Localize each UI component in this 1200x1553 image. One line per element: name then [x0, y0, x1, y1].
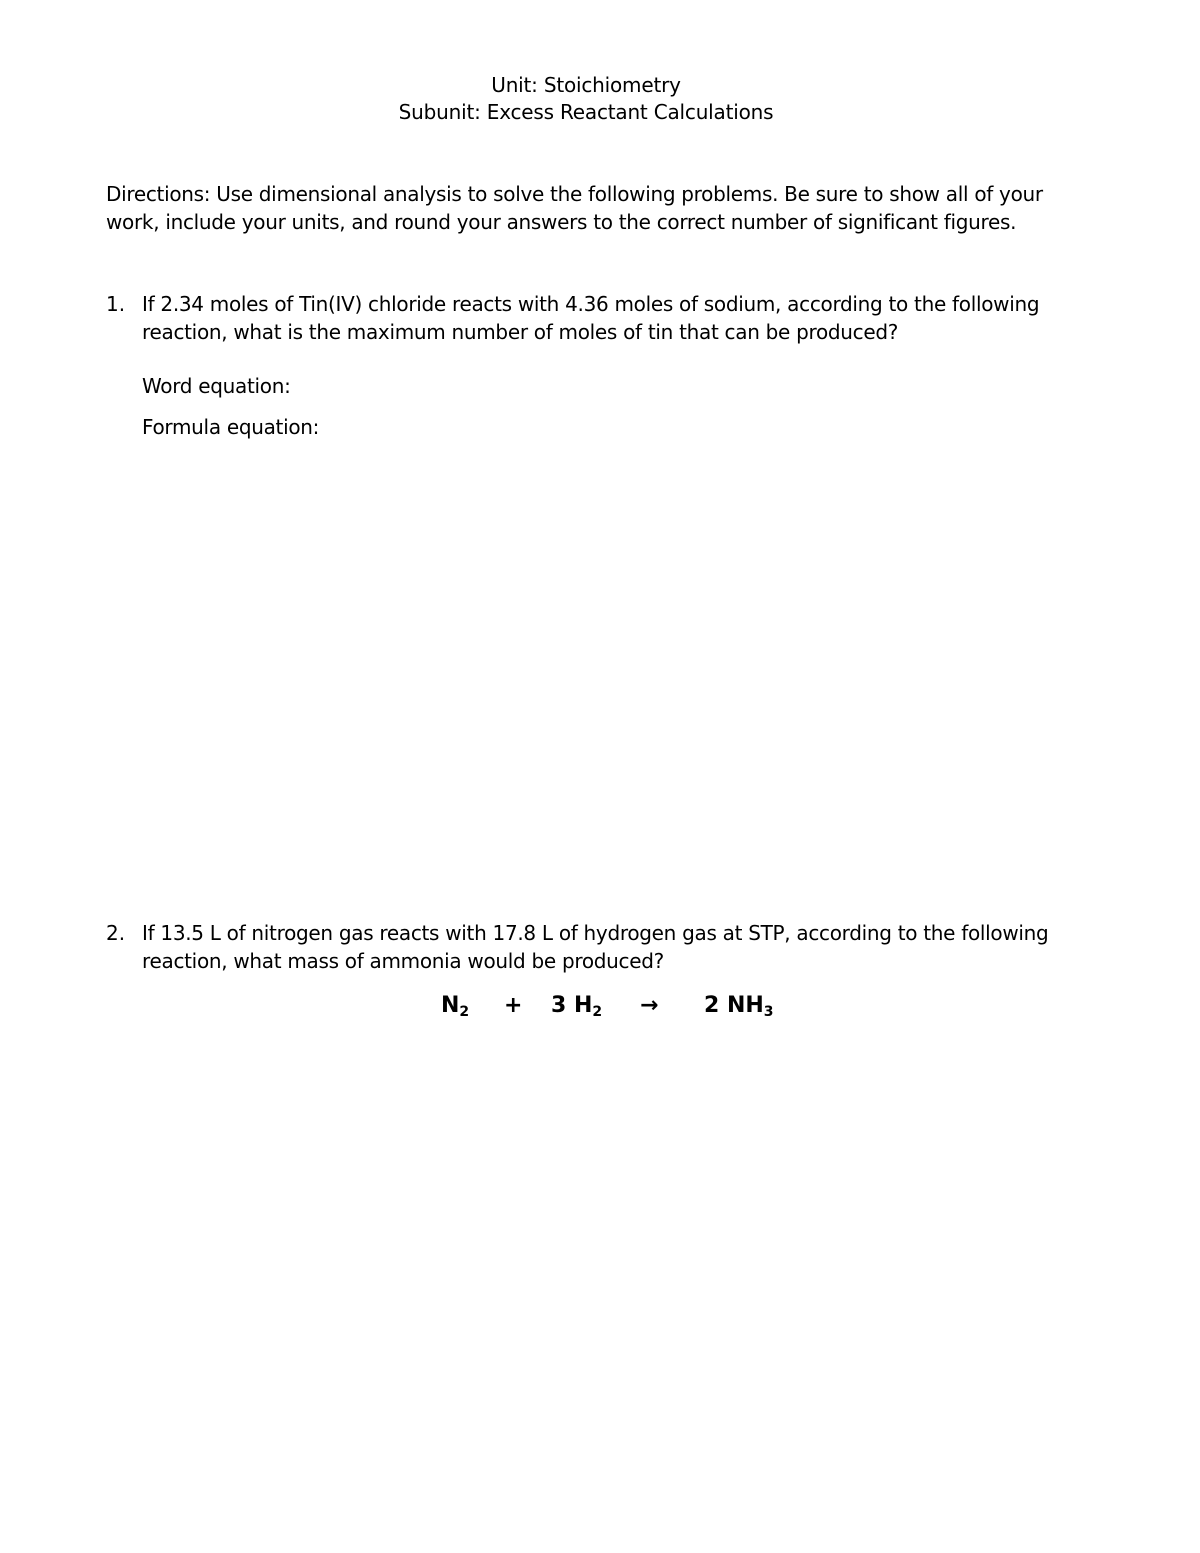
equation-product-nh3: 2 $NH_3$: [704, 993, 774, 1020]
word-equation-label: Word equation:: [142, 374, 291, 398]
formula-equation-label: Formula equation:: [142, 415, 320, 439]
question-1-number: 1.: [106, 292, 126, 316]
directions-text: Directions: Use dimensional analysis to solve the following problems. Be sure to show all of your work, include your units, and round your answers to the correct number of significant figures.: [106, 182, 1043, 234]
equation-reactant-h2: 3 $H_2$: [551, 993, 603, 1020]
unit-title: Unit: Stoichiometry: [491, 73, 681, 97]
equation-arrow: →: [640, 993, 659, 1018]
question-2-text: If 13.5 L of nitrogen gas reacts with 17.8 L of hydrogen gas at STP, according to the following reaction, what mass of ammonia would be produced?: [142, 921, 1049, 973]
subunit-title: Subunit: Excess Reactant Calculations: [398, 100, 774, 124]
chemical-equation: [0, 990, 1200, 1022]
equation-reactant-n2: $N_2$: [441, 993, 470, 1020]
question-2-number: 2.: [106, 921, 126, 945]
question-1-text: If 2.34 moles of Tin(IV) chloride reacts with 4.36 moles of sodium, according to the following reaction, what is the maximum number of moles of tin that can be produced?: [142, 292, 1040, 344]
equation-plus: +: [504, 993, 523, 1018]
